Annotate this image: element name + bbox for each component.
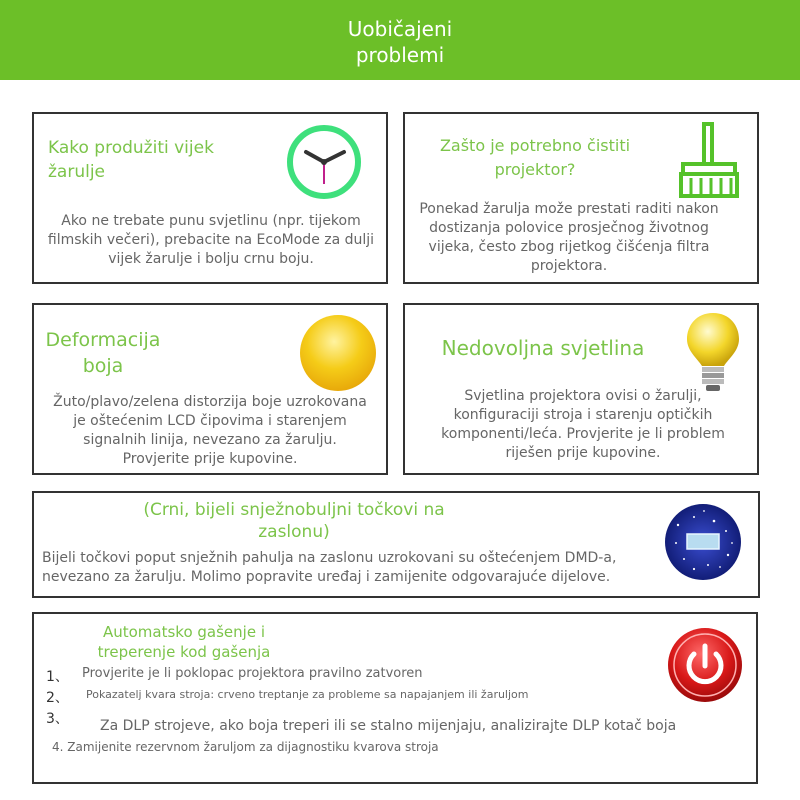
card-title: Deformacija boja [45, 329, 161, 377]
card-low-brightness [403, 303, 759, 475]
card-body: Ako ne trebate punu svjetlinu (npr. tijekom filmskih večeri), prebacite na EcoMode za dulji vijek žarulje i bolju crnu boju. [47, 213, 375, 267]
card-title: Zašto je potrebno čistiti projektor? [439, 136, 631, 179]
card-body: Svjetlina projektora ovisi o žarulji, konfiguraciji stroja i starenju optičkih komponenti/leća. Provjerite je li problem riješen prije kupovine. [441, 388, 725, 461]
card-cleaning [403, 112, 759, 284]
card-title: Nedovoljna svjetlina [441, 336, 645, 360]
brush-icon [673, 122, 745, 202]
list-item-text: Provjerite je li poklopac projektora pravilno zatvoren [82, 666, 423, 681]
yellow-circle-icon [298, 313, 378, 393]
list-item-text: 4. Zamijenite rezervnom žaruljom za dijagnostiku kvarova stroja [52, 740, 439, 754]
snowflake-screen-icon [664, 503, 742, 581]
card-body: Žuto/plavo/zelena distorzija boje uzrokovana je oštećenim LCD čipovima i starenjem signalnih linija, nevezano za žarulju. Provjerite prije kupovine. [53, 394, 367, 467]
page-title: Uobičajeni problemi [347, 17, 453, 67]
card-body: Ponekad žarulja može prestati raditi nakon dostizanja polovice prosječnog životnog vijeka, često zbog rijetkog čišćenja filtra projektora. [419, 201, 719, 274]
card-title: (Crni, bijeli snježnobuljni točkovi na zaslonu) [143, 500, 445, 542]
card-body: Bijeli točkovi poput snježnih pahulja na zaslonu uzrokovani su oštećenjem DMD-a, nevezano za žarulju. Molimo popravite uređaj i zamijenite odgovarajuće dijelove. [42, 550, 617, 585]
card-lamp-life [32, 112, 388, 284]
list-item-text: Pokazatelj kvara stroja: crveno treptanje za probleme sa napajanjem ili žaruljom [86, 688, 529, 701]
list-number: 3、 [46, 711, 69, 727]
card-auto-shutdown [32, 612, 758, 784]
list-number: 1、 [46, 669, 69, 685]
list-number: 2、 [46, 690, 69, 706]
header-bar [0, 0, 800, 80]
list-item-text: Za DLP strojeve, ako boja treperi ili se stalno mijenjaju, analizirajte DLP kotač boja [100, 718, 677, 734]
card-title: Automatsko gašenje i treperenje kod gašenja [97, 623, 271, 661]
card-title: Kako produžiti vijek žarulje [48, 138, 214, 182]
card-screen-dots [32, 491, 760, 598]
light-bulb-icon [683, 309, 743, 395]
power-icon [666, 626, 744, 704]
card-color-deformation [32, 303, 388, 475]
clock-icon [284, 122, 364, 202]
